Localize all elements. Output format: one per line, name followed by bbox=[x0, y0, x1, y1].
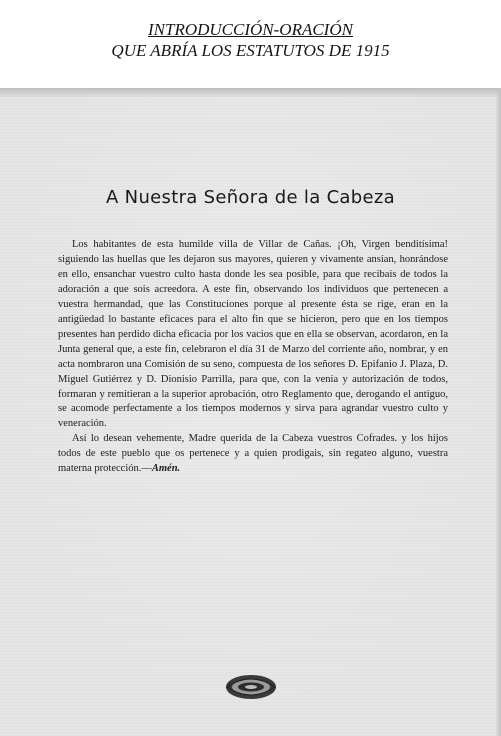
scan-right-edge bbox=[495, 88, 501, 736]
ornament-icon bbox=[225, 673, 277, 701]
heading-line-1: INTRODUCCIÓN-ORACIÓN bbox=[148, 20, 353, 39]
paragraph-1: Los habitantes de esta humilde villa de Villar de Cañas. ¡Oh, Virgen benditísima! siguiendo las huellas que les dejaron sus mayores, quieren y vivamente ansían, honrándose en ello, ensanchar vuestro culto hasta donde les sea posible, para que recibais de todos la adoración a que sois acreedora. A este fin, observando los individuos que pertenecen a vuestra hermandad, que las Constituciones porque al presente ésta se rige, eran en la antigüedad lo bastante eficaces para el alto fin que se hicieron, pero que en los tiempos presentes han perdido dicha eficacia por los vacios que en ella se observan, acordaron, en la Junta general que, a este fin, celebraron el día 31 de Marzo del corriente año, nombrar, y en acta nombraron una Comisión de su seno, compuesta de los señores D. Epifanio J. Plaza, D. Miguel Gutiérrez y D. Dionisio Parrilla, para que, con la venia y autorización de todos, formaran y remitieran a la superior aprobación, otro Reglamento que, derogando el antiguo, se acomode perfectamente a los tiempos modernos y sirva para agrandar vuestro culto y veneración. bbox=[58, 239, 448, 430]
closing-amen: Amén. bbox=[151, 463, 181, 475]
paragraph-2 bbox=[58, 432, 448, 477]
document-body bbox=[58, 238, 448, 477]
scanned-page bbox=[0, 88, 501, 736]
document-title: A Nuestra Señora de la Cabeza bbox=[106, 187, 395, 208]
scan-top-edge bbox=[0, 88, 501, 98]
paragraph-2-text: Así lo desean vehemente, Madre querida de la Cabeza vuestros Cofrades. y los hijos todos de este pueblo que os pertenece y a quien prodigais, sin regateo alguno, vuestra materna protección.— bbox=[58, 433, 448, 475]
page-heading bbox=[0, 0, 501, 88]
heading-line-2: QUE ABRÍA LOS ESTATUTOS DE 1915 bbox=[111, 41, 390, 60]
